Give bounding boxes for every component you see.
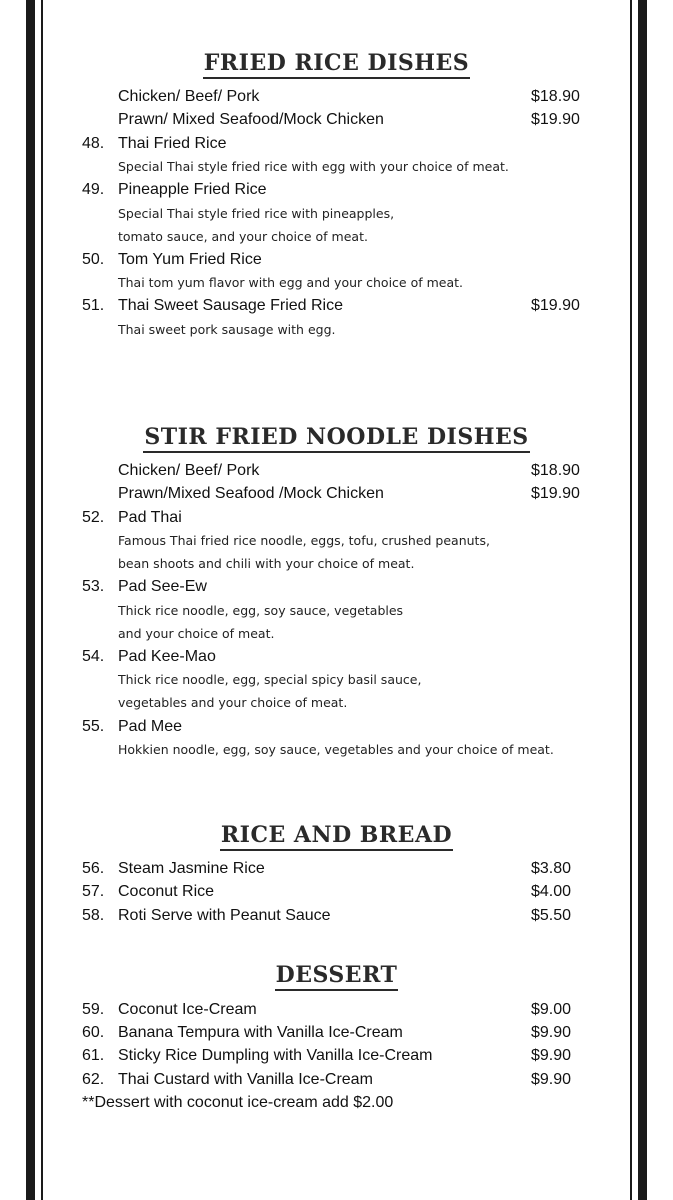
item-number: 56. <box>82 860 105 877</box>
item-number: 57. <box>82 883 105 900</box>
item-description: Special Thai style fried rice with egg with your choice of meat. <box>118 159 509 174</box>
menu-item <box>0 1071 673 1093</box>
item-name: Sticky Rice Dumpling with Vanilla Ice-Cream <box>118 1047 433 1064</box>
item-price: $9.00 <box>531 1001 572 1018</box>
item-number: 61. <box>82 1047 105 1064</box>
item-name: Tom Yum Fried Rice <box>118 251 262 268</box>
price-row-name: Prawn/ Mixed Seafood/Mock Chicken <box>118 111 384 128</box>
item-price: $3.80 <box>531 860 572 877</box>
price-row <box>0 88 673 110</box>
item-name: Thai Sweet Sausage Fried Rice <box>118 297 343 314</box>
menu-item <box>0 251 673 273</box>
menu-item <box>0 135 673 157</box>
menu-item <box>0 297 673 319</box>
item-price: $5.50 <box>531 907 572 924</box>
price-row <box>0 485 673 507</box>
menu-item <box>0 648 673 670</box>
item-number: 62. <box>82 1071 105 1088</box>
item-number: 59. <box>82 1001 105 1018</box>
item-name: Roti Serve with Peanut Sauce <box>118 907 331 924</box>
item-name: Pad See-Ew <box>118 578 207 595</box>
menu-item <box>0 860 673 882</box>
item-description: tomato sauce, and your choice of meat. <box>118 229 368 244</box>
item-number: 60. <box>82 1024 105 1041</box>
menu-item <box>0 883 673 905</box>
item-description: Thick rice noodle, egg, special spicy basil sauce, <box>118 672 422 687</box>
item-description: Special Thai style fried rice with pineapples, <box>118 206 395 221</box>
item-price: $9.90 <box>531 1071 572 1088</box>
item-price: $9.90 <box>531 1024 572 1041</box>
section-title-dessert: DESSERT <box>0 962 673 988</box>
item-number: 58. <box>82 907 105 924</box>
item-name: Steam Jasmine Rice <box>118 860 265 877</box>
menu-item <box>0 1047 673 1069</box>
item-number: 50. <box>82 251 105 268</box>
section-title-noodles: STIR FRIED NOODLE DISHES <box>0 424 673 450</box>
item-name: Coconut Rice <box>118 883 215 900</box>
item-number: 54. <box>82 648 105 665</box>
item-description: Thai tom yum flavor with egg and your choice of meat. <box>118 275 463 290</box>
item-name: Pad Mee <box>118 718 183 735</box>
price-row-price: $18.90 <box>531 462 580 479</box>
menu-item <box>0 1024 673 1046</box>
item-name: Thai Fried Rice <box>118 135 227 152</box>
item-description: vegetables and your choice of meat. <box>118 695 348 710</box>
item-description: bean shoots and chili with your choice of meat. <box>118 556 415 571</box>
item-price: $19.90 <box>531 297 580 314</box>
price-row-price: $18.90 <box>531 88 580 105</box>
item-number: 53. <box>82 578 105 595</box>
item-name: Pad Thai <box>118 509 182 526</box>
item-name: Thai Custard with Vanilla Ice-Cream <box>118 1071 373 1088</box>
price-row-name: Chicken/ Beef/ Pork <box>118 88 260 105</box>
item-description: and your choice of meat. <box>118 626 275 641</box>
item-description: Thai sweet pork sausage with egg. <box>118 322 336 337</box>
section-title-fried-rice: FRIED RICE DISHES <box>0 50 673 76</box>
menu-item <box>0 181 673 203</box>
item-number: 48. <box>82 135 105 152</box>
item-name: Banana Tempura with Vanilla Ice-Cream <box>118 1024 403 1041</box>
menu-item <box>0 1001 673 1023</box>
price-row-price: $19.90 <box>531 485 580 502</box>
price-row <box>0 462 673 484</box>
item-name: Coconut Ice-Cream <box>118 1001 257 1018</box>
price-row-name: Prawn/Mixed Seafood /Mock Chicken <box>118 485 384 502</box>
item-description: Famous Thai fried rice noodle, eggs, tofu, crushed peanuts, <box>118 533 490 548</box>
item-price: $4.00 <box>531 883 572 900</box>
menu-item <box>0 907 673 929</box>
item-number: 51. <box>82 297 105 314</box>
item-name: Pad Kee-Mao <box>118 648 216 665</box>
dessert-note: **Dessert with coconut ice-cream add $2.00 <box>82 1094 394 1111</box>
item-name: Pineapple Fried Rice <box>118 181 267 198</box>
price-row-name: Chicken/ Beef/ Pork <box>118 462 260 479</box>
menu-item <box>0 509 673 531</box>
item-description: Hokkien noodle, egg, soy sauce, vegetables and your choice of meat. <box>118 742 554 757</box>
menu-item <box>0 578 673 600</box>
item-price: $9.90 <box>531 1047 572 1064</box>
section-title-rice-bread: RICE AND BREAD <box>0 822 673 848</box>
price-row <box>0 111 673 133</box>
item-number: 55. <box>82 718 105 735</box>
price-row-price: $19.90 <box>531 111 580 128</box>
item-number: 52. <box>82 509 105 526</box>
item-number: 49. <box>82 181 105 198</box>
menu-item <box>0 718 673 740</box>
item-description: Thick rice noodle, egg, soy sauce, vegetables <box>118 603 404 618</box>
